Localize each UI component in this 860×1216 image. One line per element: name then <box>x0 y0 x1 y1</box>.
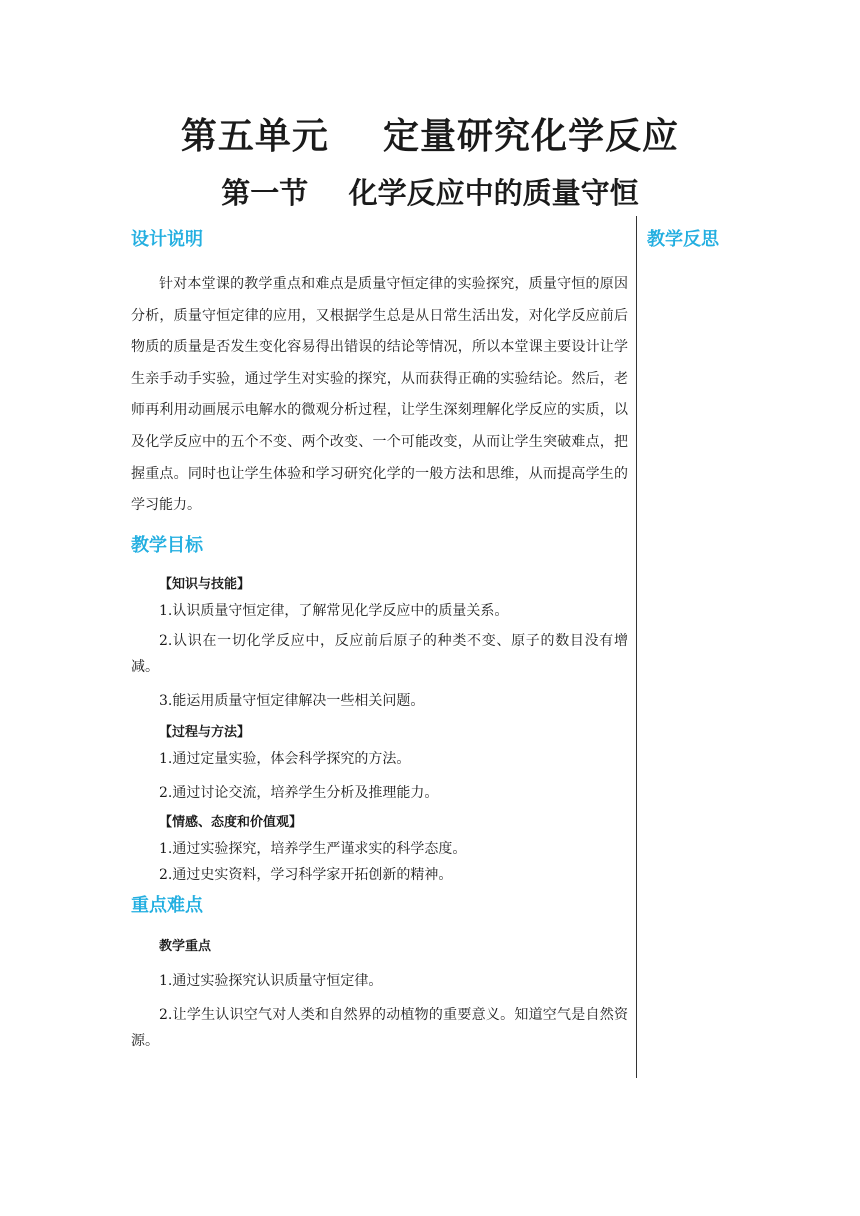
knowledge-item: 2.认识在一切化学反应中，反应前后原子的种类不变、原子的数目没有增减。 <box>131 632 628 675</box>
focus-item: 2.让学生认识空气对人类和自然界的动植物的重要意义。知道空气是自然资源。 <box>131 1006 628 1049</box>
key-points-heading: 重点难点 <box>131 894 203 916</box>
emotion-item: 2.通过史实资料，学习科学家开拓创新的精神。 <box>159 866 453 883</box>
emotion-item: 1.通过实验探究，培养学生严谨求实的科学态度。 <box>159 840 467 857</box>
key-points-section <box>131 892 628 1054</box>
emotion-label: 【情感、态度和价值观】 <box>159 814 303 830</box>
objectives-section <box>131 532 628 888</box>
design-section <box>131 226 628 522</box>
section-title: 第一节 化学反应中的质量守恒 <box>221 176 639 210</box>
knowledge-label: 【知识与技能】 <box>159 576 251 592</box>
column-divider <box>636 216 637 1078</box>
design-body: 针对本堂课的教学重点和难点是质量守恒定律的实验探究，质量守恒的原因分析，质量守恒定律的应用，又根据学生总是从日常生活出发，对化学反应前后物质的质量是否发生变化容易得出错误的结论等情况，所以本堂课主要设计让学生亲手动手实验，通过学生对实验的探究，从而获得正确的实验结论。然后，老师再利用动画展示电解水的微观分析过程，让学生深刻理解化学反应的实质，以及化学反应中的五个不变、两个改变、一个可能改变，从而让学生突破难点，把握重点。同时也让学生体验和学习研究化学的一般方法和思维，从而提高学生的学习能力。 <box>131 276 628 514</box>
reflection-column <box>647 226 719 254</box>
knowledge-item: 3.能运用质量守恒定律解决一些相关问题。 <box>159 692 425 709</box>
process-label: 【过程与方法】 <box>159 724 251 740</box>
objectives-heading: 教学目标 <box>131 534 203 556</box>
process-item: 2.通过讨论交流，培养学生分析及推理能力。 <box>159 784 439 801</box>
knowledge-item: 1.认识质量守恒定律，了解常见化学反应中的质量关系。 <box>159 602 509 619</box>
main-column <box>131 226 628 1054</box>
focus-label: 教学重点 <box>159 938 212 954</box>
reflection-heading: 教学反思 <box>647 229 719 250</box>
unit-title: 第五单元 定量研究化学反应 <box>180 116 680 157</box>
process-item: 1.通过定量实验，体会科学探究的方法。 <box>159 750 411 767</box>
design-heading: 设计说明 <box>131 229 203 250</box>
focus-item: 1.通过实验探究认识质量守恒定律。 <box>159 972 383 989</box>
